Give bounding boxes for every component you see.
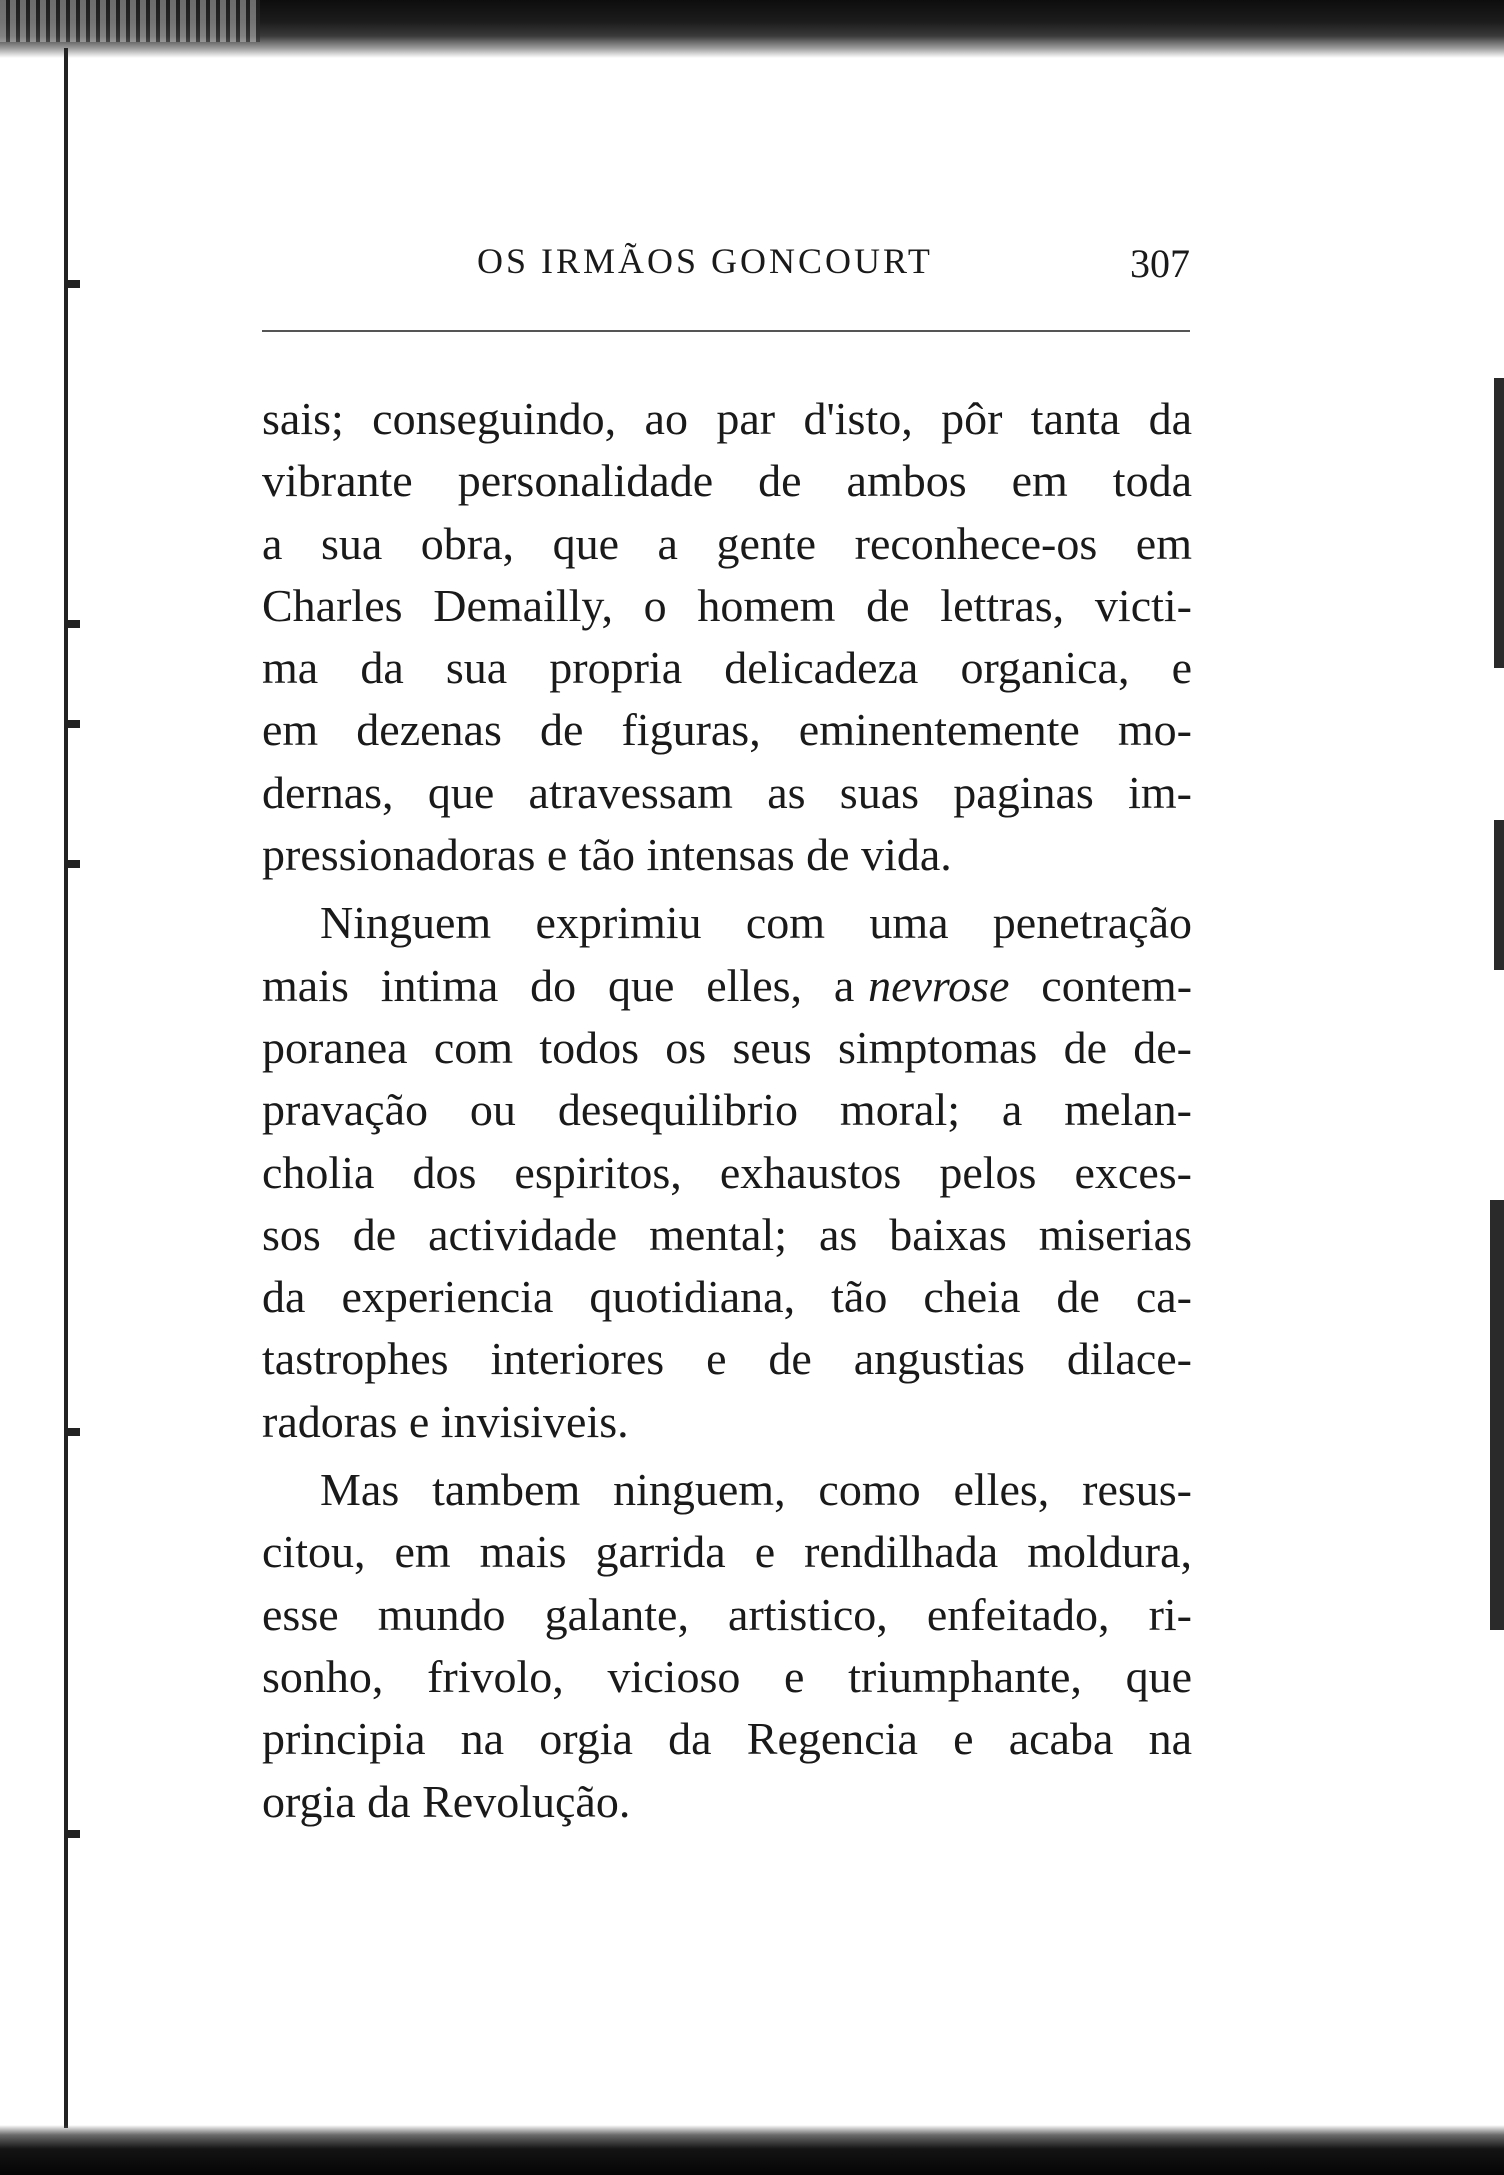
page-number: 307 bbox=[1130, 241, 1190, 286]
text-line: pressionadoras e tão intensas de vida. bbox=[262, 829, 952, 881]
text-line: tastrophes interiores e de angustias dilace- bbox=[262, 1333, 1192, 1385]
text-line: esse mundo galante, artistico, enfeitado, ri- bbox=[262, 1588, 1192, 1640]
italic-term: nevrose bbox=[868, 959, 1010, 1011]
text-line: Ninguem exprimiu com uma penetração bbox=[320, 897, 1192, 949]
scan-mark bbox=[66, 1428, 80, 1436]
paragraph bbox=[262, 388, 1192, 886]
text-line: em dezenas de figuras, eminentemente mo- bbox=[262, 704, 1192, 756]
text-line: ma da sua propria delicadeza organica, e bbox=[262, 642, 1192, 694]
scan-mark bbox=[66, 280, 80, 288]
text-line: Charles Demailly, o homem de lettras, victi- bbox=[262, 579, 1192, 631]
text-line: citou, em mais garrida e rendilhada moldura, bbox=[262, 1526, 1192, 1578]
paragraph bbox=[262, 892, 1192, 1453]
scan-shadow-right bbox=[1494, 820, 1504, 970]
text-line: dernas, que atravessam as suas paginas im- bbox=[262, 766, 1192, 818]
scan-edge-top-texture bbox=[0, 0, 260, 42]
scan-mark bbox=[66, 720, 80, 728]
scan-edge-left bbox=[64, 48, 68, 2128]
paragraph bbox=[262, 1459, 1192, 1833]
text-line: pravação ou desequilibrio moral; a melan- bbox=[262, 1084, 1192, 1136]
scan-shadow-right bbox=[1494, 378, 1504, 668]
text-segment: mais intima do que elles, a bbox=[262, 959, 855, 1011]
scan-mark bbox=[66, 620, 80, 628]
body-text bbox=[262, 388, 1192, 1833]
scan-edge-bottom bbox=[0, 2125, 1504, 2175]
page-header bbox=[262, 240, 1192, 300]
running-title: OS IRMÃOS GONCOURT bbox=[477, 241, 933, 281]
text-line: a sua obra, que a gente reconhece-os em bbox=[262, 517, 1192, 569]
scan-shadow-right bbox=[1490, 1200, 1504, 1630]
text-line: poranea com todos os seus simptomas de de- bbox=[262, 1021, 1192, 1073]
text-line: cholia dos espiritos, exhaustos pelos exces- bbox=[262, 1146, 1192, 1198]
text-line: sonho, frivolo, vicioso e triumphante, que bbox=[262, 1650, 1192, 1702]
text-line: da experiencia quotidiana, tão cheia de ca- bbox=[262, 1271, 1192, 1323]
header-rule bbox=[262, 330, 1190, 332]
text-segment: contem- bbox=[1041, 959, 1193, 1011]
text-line bbox=[262, 955, 1192, 1017]
text-line: radoras e invisiveis. bbox=[262, 1395, 629, 1447]
text-line: Mas tambem ninguem, como elles, resus- bbox=[320, 1464, 1192, 1516]
scan-mark bbox=[66, 860, 80, 868]
text-line: vibrante personalidade de ambos em toda bbox=[262, 455, 1192, 507]
text-line: sos de actividade mental; as baixas miserias bbox=[262, 1208, 1192, 1260]
text-line: orgia da Revolução. bbox=[262, 1775, 631, 1827]
text-line: sais; conseguindo, ao par d'isto, pôr tanta da bbox=[262, 393, 1192, 444]
scan-mark bbox=[66, 1830, 80, 1838]
text-line: principia na orgia da Regencia e acaba na bbox=[262, 1713, 1192, 1765]
